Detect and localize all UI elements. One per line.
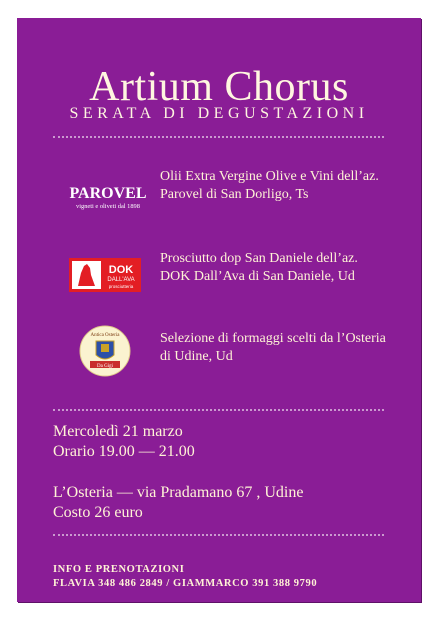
event-time: Orario 19.00 — 21.00: [53, 443, 195, 460]
contact-heading: INFO E PRENOTAZIONI: [53, 564, 185, 575]
sponsor-osteria-description: Selezione di formaggi scelti da l’Osteria di Udine, Ud: [160, 331, 386, 364]
divider: [53, 534, 384, 536]
event-cost: Costo 26 euro: [53, 504, 143, 521]
osteria-logo-bottom: Da Gigi: [97, 364, 113, 369]
event-date: Mercoledì 21 marzo: [53, 423, 183, 440]
event-title: Artium Chorus: [89, 64, 349, 110]
contact-info: [53, 563, 317, 591]
event-subtitle: SERATA DI DEGUSTAZIONI: [69, 105, 369, 122]
parovel-logo: [63, 182, 153, 212]
sponsor-parovel-description: Olii Extra Vergine Olive e Vini dell’az. Parovel di San Dorligo, Ts: [160, 169, 379, 202]
dok-logo: [69, 258, 141, 292]
dok-logo-subtext: DALL'AVA: [107, 277, 135, 283]
divider: [53, 409, 384, 411]
divider: [53, 136, 384, 138]
osteria-logo: [79, 325, 131, 377]
dok-logo-small: prosciutteria: [108, 284, 134, 289]
parovel-logo-tagline: vigneti e oliveti dal 1898: [76, 203, 140, 210]
parovel-logo-text: PAROVEL: [69, 185, 147, 202]
osteria-logo-top: Antica Osteria: [90, 333, 120, 338]
event-poster: [17, 18, 421, 602]
sponsor-dok-description: Prosciutto dop San Daniele dell’az. DOK Dall’Ava di San Daniele, Ud: [160, 251, 358, 284]
contact-phones: FLAVIA 348 486 2849 / GIAMMARCO 391 388 9790: [53, 578, 318, 589]
event-venue: L’Osteria — via Pradamano 67 , Udine: [53, 484, 304, 501]
dok-logo-text: DOK: [108, 264, 134, 276]
